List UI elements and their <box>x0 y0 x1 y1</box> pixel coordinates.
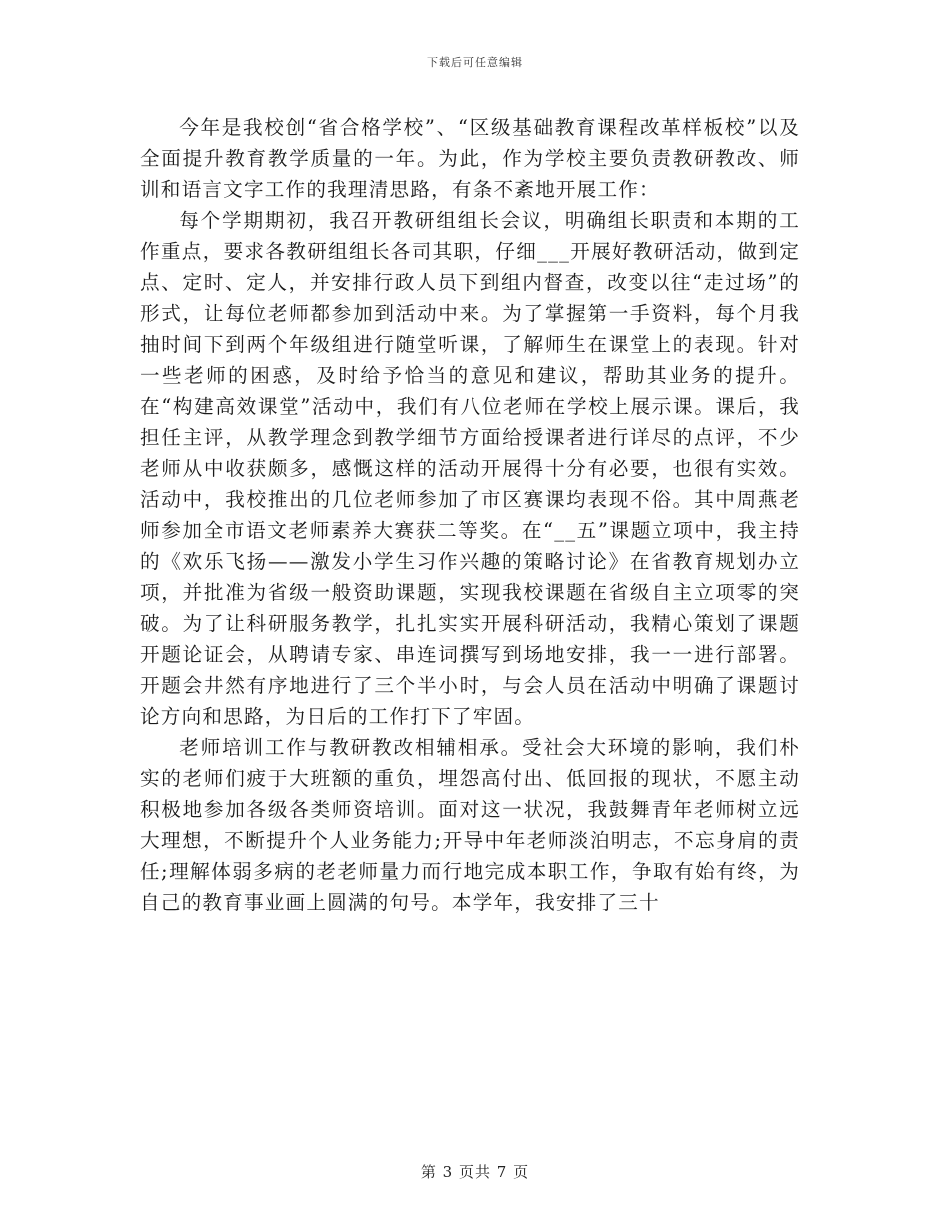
page-footer: 第 3 页共 7 页 <box>420 1163 530 1181</box>
page-header: 下载后可任意编辑 <box>427 56 523 69</box>
paragraph-teaching-research: 每个学期期初，我召开教研组组长会议，明确组长职责和本期的工作重点，要求各教研组组长各司其职，仔细___开展好教研活动，做到定点、定时、定人，并安排行政人员下到组内督查，改变以往“走过场”的形式，让每位老师都参加到活动中来。为了掌握第一手资料，每个月我抽时间下到两个年级组进行随堂听课，了解师生在课堂上的表现。针对一些老师的困惑，及时给予恰当的意见和建议，帮助其业务的提升。在“构建高效课堂”活动中，我们有八位老师在学校上展示课。课后，我担任主评，从教学理念到教学细节方面给授课者进行详尽的点评，不少老师从中收获颇多，感慨这样的活动开展得十分有必要，也很有实效。活动中，我校推出的几位老师参加了市区赛课均表现不俗。其中周燕老师参加全市语文老师素养大赛获二等奖。在“__五”课题立项中，我主持的《欢乐飞扬——激发小学生习作兴趣的策略讨论》在省教育规划办立项，并批准为省级一般资助课题，实现我校课题在省级自主立项零的突破。为了让科研服务教学，扎扎实实开展科研活动，我精心策划了课题开题论证会，从聘请专家、串连词撰写到场地安排，我一一进行部署。开题会井然有序地进行了三个半小时，与会人员在活动中明确了课题讨论方向和思路，为日后的工作打下了牢固。 <box>140 209 800 728</box>
document-body <box>140 112 800 918</box>
paragraph-teacher-training: 老师培训工作与教研教改相辅相承。受社会大环境的影响，我们朴实的老师们疲于大班额的重负，埋怨高付出、低回报的现状，不愿主动积极地参加各级各类师资培训。面对这一状况，我鼓舞青年老师树立远大理想，不断提升个人业务能力;开导中年老师淡泊明志，不忘身肩的责任;理解体弱多病的老老师量力而行地完成本职工作，争取有始有终，为自己的教育事业画上圆满的句号。本学年，我安排了三十 <box>140 736 800 914</box>
paragraph-intro: 今年是我校创“省合格学校”、“区级基础教育课程改革样板校”以及全面提升教育教学质量的一年。为此，作为学校主要负责教研教改、师训和语言文字工作的我理清思路，有条不紊地开展工作： <box>140 116 800 201</box>
